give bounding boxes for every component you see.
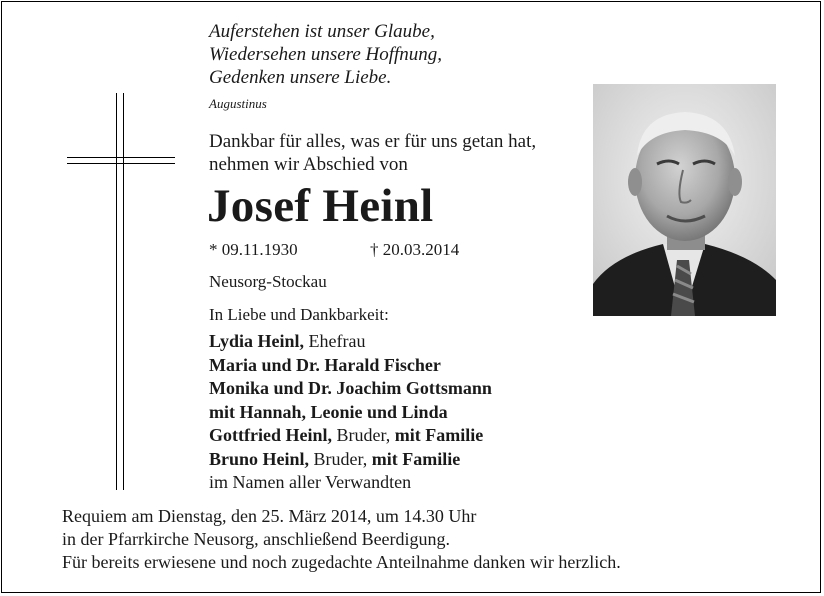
portrait-photo bbox=[593, 84, 776, 316]
death-date: † 20.03.2014 bbox=[370, 240, 460, 259]
mourner-line: Monika und Dr. Joachim Gottsmann bbox=[209, 378, 492, 398]
mourner-family: mit Familie bbox=[394, 425, 484, 445]
quote-block bbox=[209, 20, 442, 89]
birth-date: * 09.11.1930 bbox=[209, 240, 298, 259]
mourner-relation: Bruder, bbox=[309, 448, 372, 469]
mourner-line: Maria und Dr. Harald Fischer bbox=[209, 354, 441, 375]
mourner-line: im Namen aller Verwandten bbox=[209, 472, 412, 492]
mourner-line bbox=[209, 330, 492, 354]
mourner-line bbox=[209, 424, 492, 448]
mourner-line: mit Hannah, Leonie und Linda bbox=[209, 401, 448, 422]
footer-line: in der Pfarrkirche Neusorg, anschließend Beerdigung. bbox=[62, 529, 451, 549]
mourner-name: Bruno Heinl, bbox=[209, 448, 310, 469]
quote-line: Wiedersehen unsere Hoffnung, bbox=[209, 44, 443, 65]
quote-line: Gedenken unsere Liebe. bbox=[209, 67, 392, 88]
mourners-heading: In Liebe und Dankbarkeit: bbox=[209, 305, 389, 324]
mourner-line bbox=[209, 448, 492, 472]
deceased-name: Josef Heinl bbox=[207, 180, 434, 232]
quote-source: Augustinus bbox=[209, 96, 267, 111]
mourner-name: Lydia Heinl, bbox=[209, 331, 305, 351]
cross-horizontal-bar bbox=[67, 157, 175, 164]
quote-line: Auferstehen ist unser Glaube, bbox=[209, 21, 435, 42]
mourner-relation: Ehefrau bbox=[304, 331, 366, 351]
mourner-relation: Bruder, bbox=[331, 425, 395, 445]
intro-line: Dankbar für alles, was er für uns getan hat, bbox=[209, 131, 537, 152]
portrait-illustration bbox=[593, 84, 776, 316]
footer-line: Requiem am Dienstag, den 25. März 2014, um 14.30 Uhr bbox=[62, 506, 477, 526]
hometown: Neusorg-Stockau bbox=[209, 272, 327, 291]
intro-text bbox=[209, 130, 536, 176]
cross-vertical-bar bbox=[116, 93, 124, 490]
service-info bbox=[62, 505, 621, 574]
intro-line: nehmen wir Abschied von bbox=[209, 154, 408, 175]
mourner-family: mit Familie bbox=[371, 448, 461, 469]
mourner-name: Gottfried Heinl, bbox=[209, 425, 332, 445]
mourners-list bbox=[209, 330, 492, 495]
footer-line: Für bereits erwiesene und noch zugedachte Anteilnahme danken wir herzlich. bbox=[62, 552, 621, 572]
